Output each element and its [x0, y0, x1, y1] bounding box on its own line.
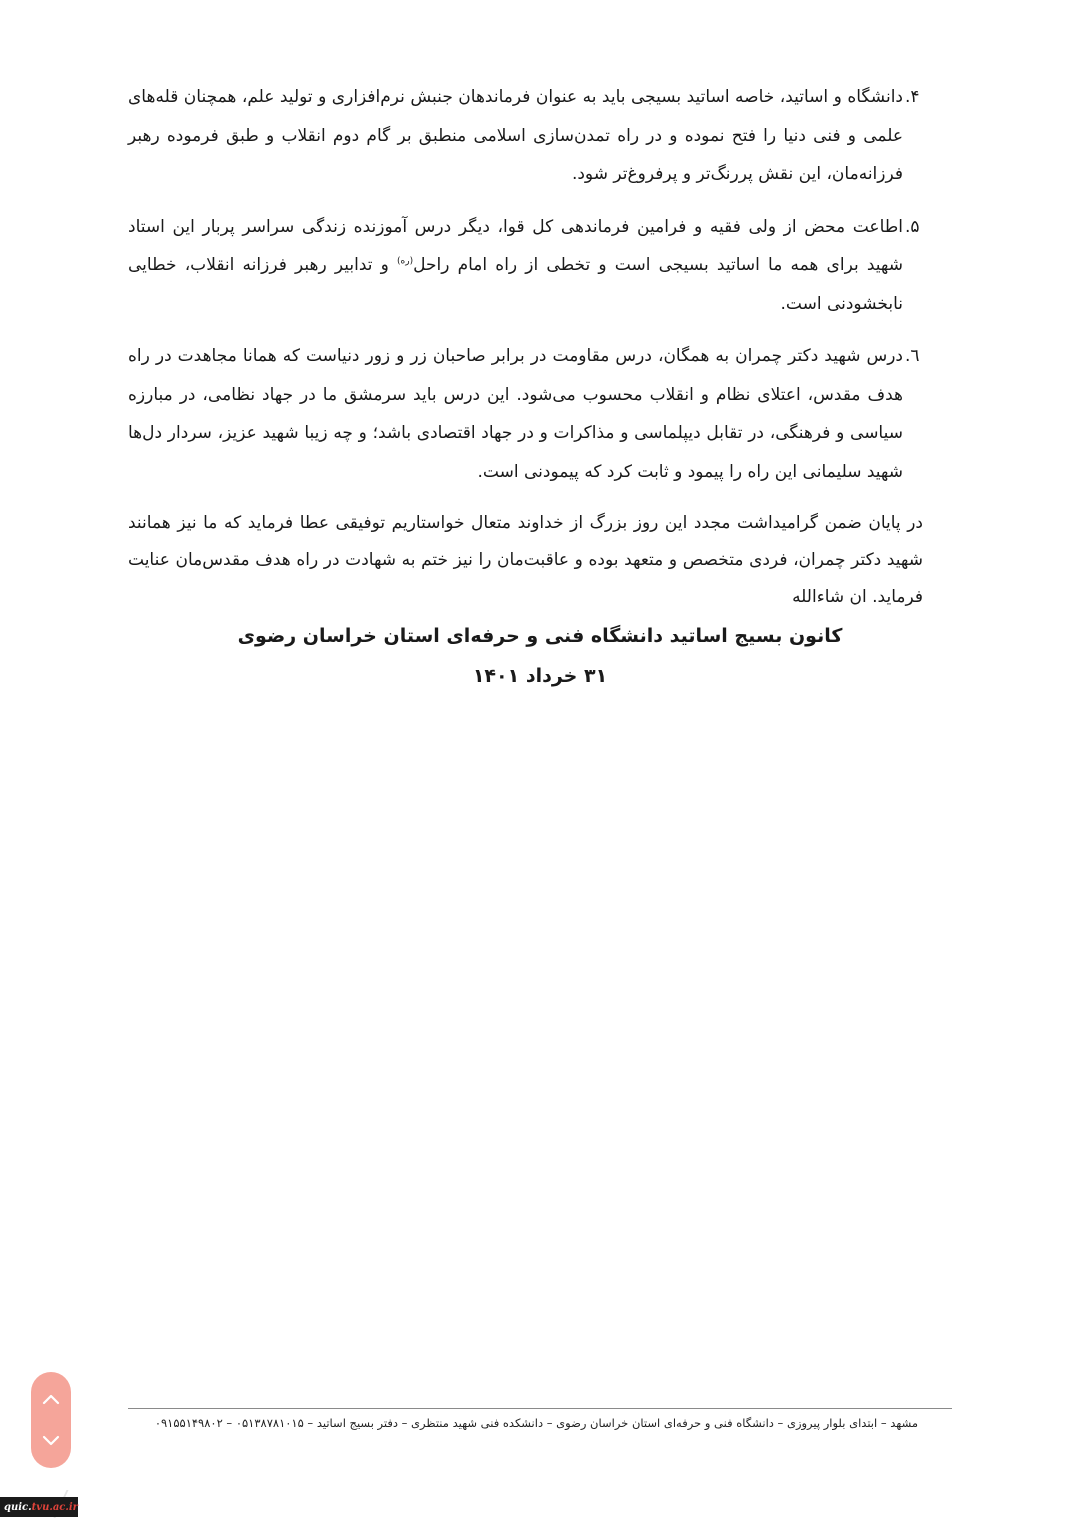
closing-paragraph: در پایان ضمن گرامیداشت مجدد این روز بزرگ از خداوند متعال خواستاریم توفیقی عطا فرماید که ما نیز همانند شهید دکتر چمران، فردی متخصص و متعهد بوده و عاقبت‌مان را نیز ختم به شهادت در راه هدف مقدس‌مان عنایت فرماید. ان شاءالله — [128, 513, 923, 607]
honorific-superscript: (ره) — [397, 256, 414, 267]
list-item-6 — [128, 337, 923, 491]
item-text: درس شهید دکتر چمران به همگان، درس مقاومت در برابر صاحبان زر و زور دنیاست که همانا مجاهدت در راه هدف مقدس، اعتلای نظام و انقلاب محسوب می‌شود. این درس باید سرمشق ما در جهاد نظامی، در مبارزه سیاسی و فرهنگی، در تقابل دیپلماسی و مذاکرات و در جهاد اقتصادی باشد؛ و چه زیبا شهید عزیز، سردار دل‌ها شهید سلیمانی این راه را پیمود و ثابت کرد که پیمودنی است. — [128, 346, 903, 482]
footer-divider — [128, 1408, 952, 1409]
item-text — [128, 208, 903, 324]
item-text-part: و تدابیر رهبر فرزانه انقلاب، خطایی نابخشودنی است. — [128, 255, 903, 314]
chevron-down-icon — [42, 1435, 60, 1447]
site-badge[interactable] — [0, 1497, 78, 1517]
scroll-controls — [31, 1372, 71, 1468]
scroll-up-button[interactable] — [39, 1388, 63, 1410]
item-number: ۵. — [905, 216, 920, 237]
signature-block — [130, 616, 950, 696]
signature-date: ۳۱ خرداد ۱۴۰۱ — [472, 665, 608, 687]
document-body — [128, 78, 923, 616]
list-item-5 — [128, 208, 923, 324]
scroll-down-button[interactable] — [39, 1430, 63, 1452]
item-text-part: اطاعت محض از ولی فقیه و فرامین فرماندهی کل قوا، دیگر درس آموزنده زندگی سراسر پربار این استاد شهید برای همه ما اساتید بسیجی است و تخطی از راه امام راحل — [128, 216, 903, 275]
badge-domain: tvu.ac.ir — [31, 1501, 78, 1513]
item-text: دانشگاه و اساتید، خاصه اساتید بسیجی باید به عنوان فرماندهان جنبش نرم‌افزاری و تولید علم، همچنان قله‌های علمی و فنی دنیا را فتح نموده و در راه تمدن‌سازی اسلامی منطبق بر گام دوم انقلاب و طبق فرموده رهبر فرزانه‌مان، این نقش پررنگ‌تر و پرفروغ‌تر شود. — [128, 87, 903, 184]
item-number: ٦. — [905, 346, 920, 366]
item-number: ۴. — [905, 87, 920, 107]
chevron-up-icon — [42, 1393, 60, 1405]
badge-prefix: quic. — [4, 1501, 32, 1513]
signature-organization: کانون بسیج اساتید دانشگاه فنی و حرفه‌ای استان خراسان رضوی — [237, 625, 843, 647]
list-item-4 — [128, 78, 923, 194]
footer-address: مشهد – ابتدای بلوار پیروزی – دانشگاه فنی و حرفه‌ای استان خراسان رضوی – دانشکده فنی شهید منتظری – دفتر بسیج اساتید – ۰۵۱۳۸۷۸۱۰۱۵ – ۰۹۱۵۵۱۴۹۸۰۲ — [154, 1416, 918, 1430]
